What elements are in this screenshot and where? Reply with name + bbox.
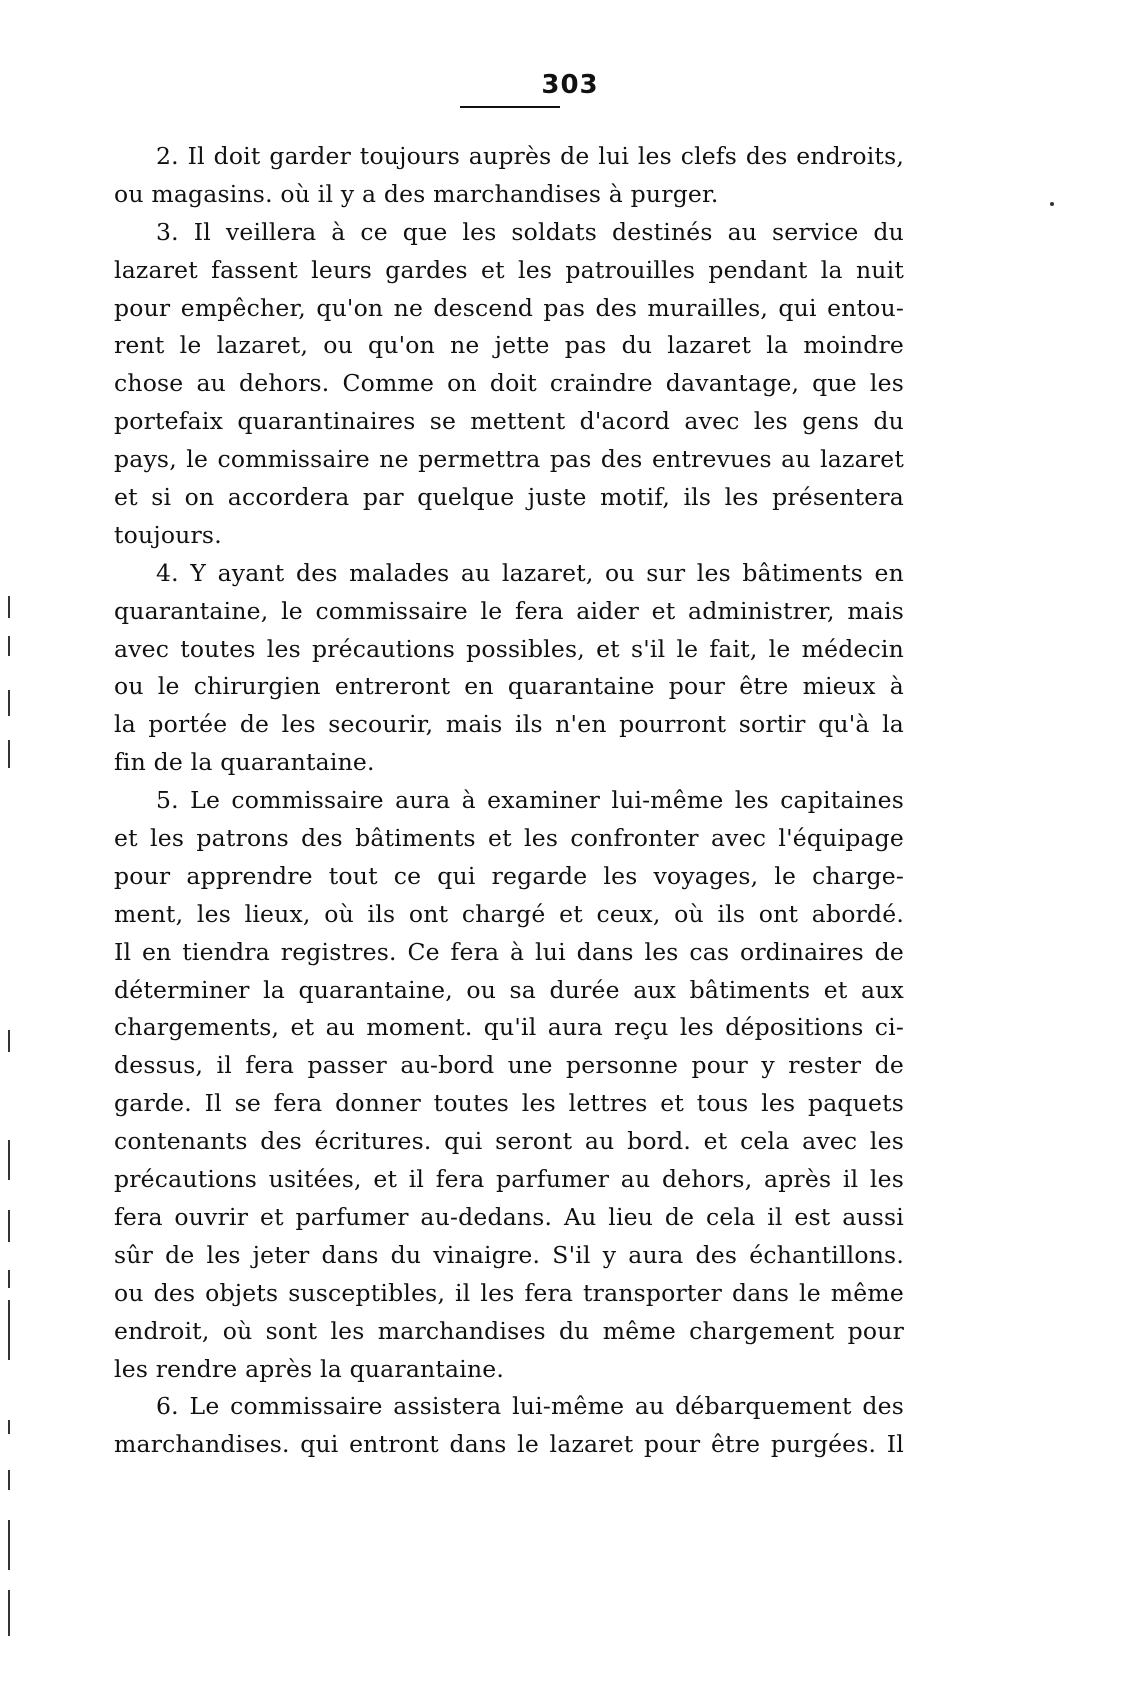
scan-margin-mark: [8, 1590, 10, 1636]
scan-margin-mark: [8, 1140, 10, 1180]
text-line: chose au dehors. Comme on doit craindre davantage, que les: [114, 369, 904, 398]
text-line: les rendre après la quarantaine.: [114, 1354, 505, 1383]
text-line: rent le lazaret, ou qu'on ne jette pas du lazaret la moindre: [114, 331, 904, 360]
scan-margin-mark: [8, 596, 10, 618]
scan-speck: [1050, 202, 1054, 206]
text-line: marchandises. qui entront dans le lazaret pour être purgées. Il: [114, 1430, 904, 1459]
text-line: pour apprendre tout ce qui regarde les voyages, le charge-: [114, 861, 904, 890]
text-line: 2. Il doit garder toujours auprès de lui les clefs des endroits,: [156, 142, 904, 170]
text-line: 4. Y ayant des malades au lazaret, ou sur les bâtiments en: [156, 558, 904, 587]
text-line: et si on accordera par quelque juste motif, ils les présentera: [114, 483, 904, 512]
text-line: déterminer la quarantaine, ou sa durée aux bâtiments et aux: [114, 975, 904, 1004]
scan-margin-mark: [8, 1300, 10, 1360]
scan-margin-mark: [8, 1420, 10, 1434]
text-line: ment, les lieux, où ils ont chargé et ceux, où ils ont abordé.: [114, 899, 904, 928]
text-line: fin de la quarantaine.: [114, 748, 375, 777]
text-line: ou magasins. où il y a des marchandises à purger.: [114, 179, 719, 208]
text-line: fera ouvrir et parfumer au-dedans. Au lieu de cela il est aussi: [114, 1202, 904, 1231]
text-line: chargements, et au moment. qu'il aura reçu les dépositions ci-: [114, 1013, 904, 1042]
text-line: portefaix quarantinaires se mettent d'acord avec les gens du: [114, 407, 904, 436]
scan-margin-mark: [8, 1210, 10, 1242]
text-line: 3. Il veillera à ce que les soldats destinés au service du: [156, 217, 904, 246]
text-line: dessus, il fera passer au-bord une personne pour y rester de: [114, 1051, 904, 1080]
text-line: précautions usitées, et il fera parfumer au dehors, après il les: [114, 1165, 904, 1194]
text-line: la portée de les secourir, mais ils n'en pourront sortir qu'à la: [114, 710, 904, 739]
text-line: endroit, où sont les marchandises du même chargement pour: [114, 1316, 904, 1345]
text-line: quarantaine, le commissaire le fera aider et administrer, mais: [114, 596, 904, 625]
scan-margin-mark: [8, 690, 10, 716]
text-line: et les patrons des bâtiments et les confronter avec l'équipage: [114, 824, 904, 853]
text-line: avec toutes les précautions possibles, et s'il le fait, le médecin: [114, 634, 904, 663]
text-line: ou des objets susceptibles, il les fera transporter dans le même: [114, 1278, 904, 1307]
scan-margin-mark: [8, 1270, 10, 1288]
text-line: ou le chirurgien entreront en quarantaine pour être mieux à: [114, 672, 904, 701]
text-line: 6. Le commissaire assistera lui-même au débarquement des: [156, 1392, 904, 1421]
text-line: Il en tiendra registres. Ce fera à lui dans les cas ordinaires de: [114, 937, 904, 966]
text-line: contenants des écritures. qui seront au bord. et cela avec les: [114, 1127, 904, 1156]
scan-margin-mark: [8, 1030, 10, 1052]
text-line: sûr de les jeter dans du vinaigre. S'il y aura des échantillons.: [114, 1240, 904, 1269]
scan-margin-mark: [8, 740, 10, 768]
text-line: toujours.: [114, 520, 222, 549]
scan-margin-mark: [8, 1520, 10, 1570]
text-line: garde. Il se fera donner toutes les lettres et tous les paquets: [114, 1089, 904, 1118]
page-number: 303: [541, 70, 599, 100]
text-line: lazaret fassent leurs gardes et les patrouilles pendant la nuit: [114, 255, 904, 284]
scan-margin-mark: [8, 1470, 10, 1490]
page-number-rule: [460, 106, 560, 108]
scan-margin-mark: [8, 636, 10, 656]
body-text: [114, 138, 904, 1464]
text-line: 5. Le commissaire aura à examiner lui-même les capitaines: [156, 786, 904, 815]
text-line: pour empêcher, qu'on ne descend pas des murailles, qui entou-: [114, 293, 904, 322]
text-line: pays, le commissaire ne permettra pas des entrevues au lazaret: [114, 445, 904, 474]
